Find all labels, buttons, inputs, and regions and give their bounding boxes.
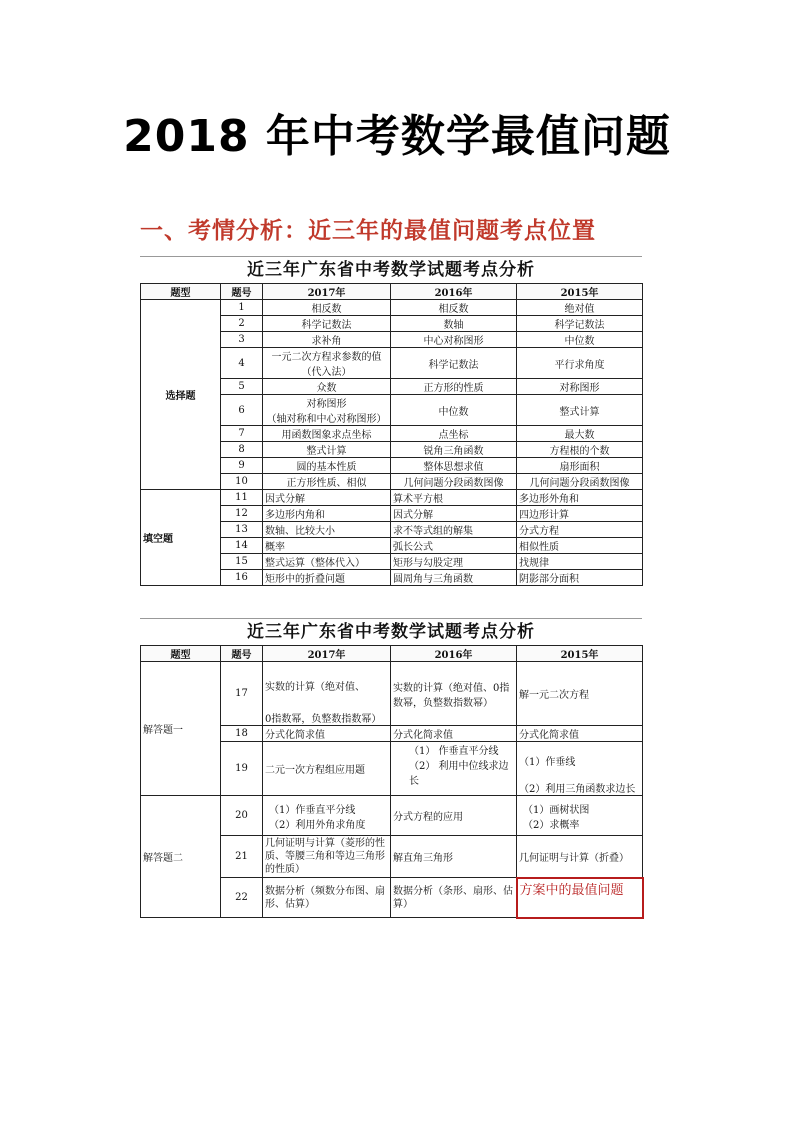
question-number: 3: [221, 332, 263, 348]
header-cell: 2016年: [391, 284, 517, 300]
cell-2017: （1）作垂直平分线 （2）利用外角求角度: [263, 796, 391, 836]
cell-2017: 圆的基本性质: [263, 458, 391, 474]
cell-2015: 四边形计算: [517, 506, 643, 522]
question-number: 9: [221, 458, 263, 474]
cell-2015: 相似性质: [517, 538, 643, 554]
cell-2016: 整体思想求值: [391, 458, 517, 474]
group-label: 解答题一: [141, 662, 221, 796]
cell-2015: 解一元二次方程: [517, 662, 643, 726]
cell-2016: 圆周角与三角函数: [391, 570, 517, 586]
table-grid: [140, 645, 644, 919]
cell-2017: 矩形中的折叠问题: [263, 570, 391, 586]
question-number: 2: [221, 316, 263, 332]
cell-2017: 相反数: [263, 300, 391, 316]
cell-2016: 相反数: [391, 300, 517, 316]
header-cell: 2017年: [263, 646, 391, 662]
table-header-row: [141, 284, 643, 300]
cell-2017: 概率: [263, 538, 391, 554]
cell-2016: （1） 作垂直平分线 （2） 利用中位线求边长: [391, 742, 517, 796]
cell-2015: 找规律: [517, 554, 643, 570]
question-number: 8: [221, 442, 263, 458]
cell-2015: 扇形面积: [517, 458, 643, 474]
cell-2016: 几何问题分段函数图像: [391, 474, 517, 490]
cell-2016: 数据分析（条形、扇形、估算）: [391, 878, 517, 918]
group-label: 填空题: [141, 490, 221, 586]
cell-2015: 方程根的个数: [517, 442, 643, 458]
cell-2016: 中位数: [391, 395, 517, 426]
cell-2016: 矩形与勾股定理: [391, 554, 517, 570]
cell-2016: 分式化简求值: [391, 726, 517, 742]
cell-2017: 几何证明与计算（菱形的性质、等腰三角和等边三角形的性质）: [263, 836, 391, 878]
cell-2015: 分式方程: [517, 522, 643, 538]
cell-2016: 科学记数法: [391, 348, 517, 379]
cell-2016: 数轴: [391, 316, 517, 332]
header-cell: 2015年: [517, 646, 643, 662]
cell-2015: 多边形外角和: [517, 490, 643, 506]
question-number: 14: [221, 538, 263, 554]
cell-2016: 因式分解: [391, 506, 517, 522]
cell-2017: 对称图形 （轴对称和中心对称图形）: [263, 395, 391, 426]
cell-2017: 正方形性质、相似: [263, 474, 391, 490]
cell-2017: 求补角: [263, 332, 391, 348]
question-number: 5: [221, 379, 263, 395]
highlighted-cell-2015: 方案中的最值问题: [517, 878, 643, 918]
table-row: [141, 300, 643, 316]
exam-analysis-table-1: [140, 256, 642, 586]
question-number: 18: [221, 726, 263, 742]
cell-2015: 整式计算: [517, 395, 643, 426]
cell-2017: 实数的计算（绝对值、 0指数幂，负整数指数幂）: [263, 662, 391, 726]
cell-2017: 众数: [263, 379, 391, 395]
question-number: 16: [221, 570, 263, 586]
question-number: 21: [221, 836, 263, 878]
cell-2016: 分式方程的应用: [391, 796, 517, 836]
cell-2016: 正方形的性质: [391, 379, 517, 395]
cell-2017: 多边形内角和: [263, 506, 391, 522]
cell-2016: 算术平方根: [391, 490, 517, 506]
header-cell: 题号: [221, 284, 263, 300]
table-header-row: [141, 646, 643, 662]
table-grid: [140, 283, 643, 586]
cell-2016: 解直角三角形: [391, 836, 517, 878]
group-label: 选择题: [141, 300, 221, 490]
cell-2015: 绝对值: [517, 300, 643, 316]
cell-2015: （1）画树状图 （2）求概率: [517, 796, 643, 836]
header-cell: 2017年: [263, 284, 391, 300]
cell-2016: 锐角三角函数: [391, 442, 517, 458]
header-cell: 题型: [141, 284, 221, 300]
table-caption: 近三年广东省中考数学试题考点分析: [140, 618, 642, 645]
group-label: 解答题二: [141, 796, 221, 918]
question-number: 10: [221, 474, 263, 490]
cell-2017: 整式计算: [263, 442, 391, 458]
cell-2015: 对称图形: [517, 379, 643, 395]
question-number: 1: [221, 300, 263, 316]
cell-2016: 实数的计算（绝对值、0指数幂，负整数指数幂）: [391, 662, 517, 726]
cell-2015: 阴影部分面积: [517, 570, 643, 586]
cell-2015: 最大数: [517, 426, 643, 442]
cell-2015: 平行求角度: [517, 348, 643, 379]
cell-2015: 科学记数法: [517, 316, 643, 332]
table-row: [141, 490, 643, 506]
header-cell: 2016年: [391, 646, 517, 662]
question-number: 15: [221, 554, 263, 570]
cell-2015: 几何问题分段函数图像: [517, 474, 643, 490]
question-number: 13: [221, 522, 263, 538]
cell-2017: 整式运算（整体代入）: [263, 554, 391, 570]
question-number: 20: [221, 796, 263, 836]
header-cell: 2015年: [517, 284, 643, 300]
header-cell: 题型: [141, 646, 221, 662]
page-title: 2018 年中考数学最值问题: [123, 111, 671, 162]
cell-2015: 中位数: [517, 332, 643, 348]
cell-2016: 点坐标: [391, 426, 517, 442]
cell-2017: 因式分解: [263, 490, 391, 506]
cell-2017: 数据分析（频数分布图、扇形、估算）: [263, 878, 391, 918]
question-number: 12: [221, 506, 263, 522]
cell-2017: 科学记数法: [263, 316, 391, 332]
question-number: 17: [221, 662, 263, 726]
table-row: [141, 796, 643, 836]
table-caption: 近三年广东省中考数学试题考点分析: [140, 256, 642, 283]
question-number: 11: [221, 490, 263, 506]
cell-2015: 分式化简求值: [517, 726, 643, 742]
cell-2016: 求不等式组的解集: [391, 522, 517, 538]
question-number: 6: [221, 395, 263, 426]
section-heading: 一、考情分析：近三年的最值问题考点位置: [140, 218, 596, 244]
cell-2017: 分式化简求值: [263, 726, 391, 742]
cell-2017: 用函数图象求点坐标: [263, 426, 391, 442]
cell-2015: （1）作垂线 （2）利用三角函数求边长: [517, 742, 643, 796]
cell-2015: 几何证明与计算（折叠）: [517, 836, 643, 878]
cell-2017: 二元一次方程组应用题: [263, 742, 391, 796]
cell-2017: 数轴、比较大小: [263, 522, 391, 538]
cell-2016: 弧长公式: [391, 538, 517, 554]
cell-2017: 一元二次方程求参数的值 （代入法）: [263, 348, 391, 379]
cell-2016: 中心对称图形: [391, 332, 517, 348]
header-cell: 题号: [221, 646, 263, 662]
exam-analysis-table-2: [140, 618, 642, 919]
question-number: 19: [221, 742, 263, 796]
question-number: 7: [221, 426, 263, 442]
table-row: [141, 662, 643, 726]
question-number: 4: [221, 348, 263, 379]
question-number: 22: [221, 878, 263, 918]
